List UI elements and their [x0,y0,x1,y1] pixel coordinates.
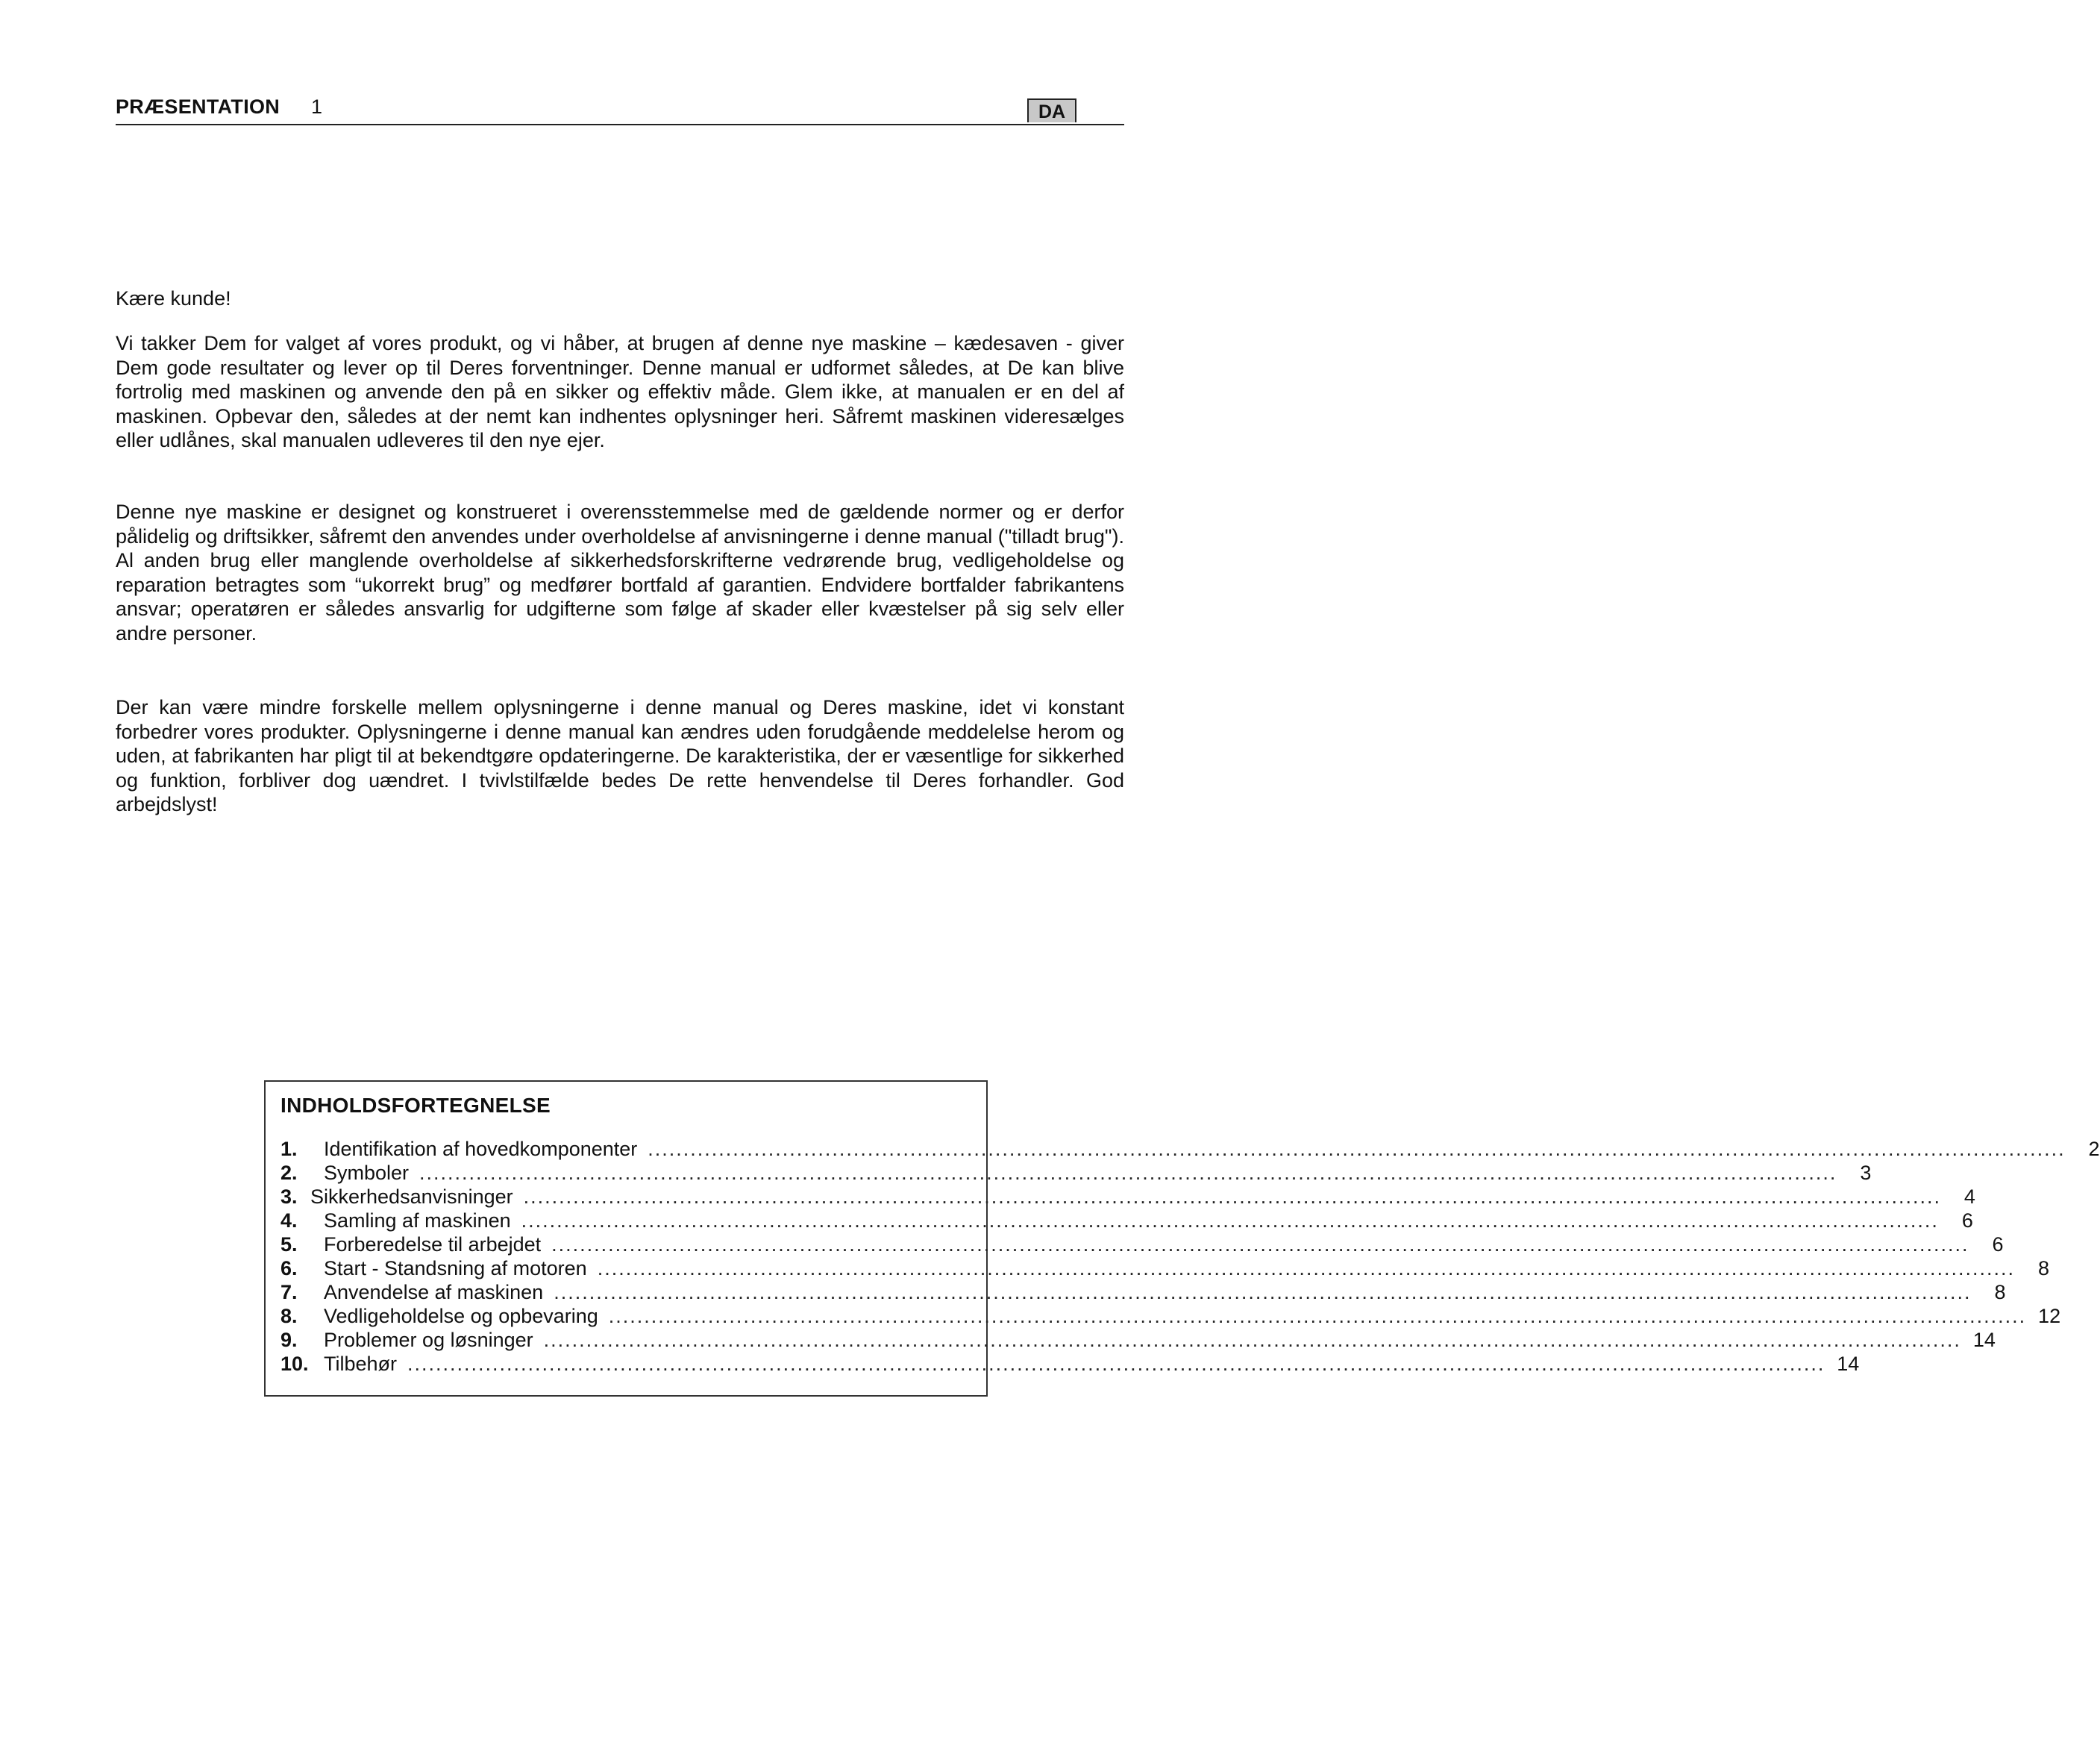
greeting: Kære kunde! [116,287,231,310]
toc-entry[interactable] [280,1185,1975,1209]
toc-entry-label: Sikkerhedsanvisninger [310,1185,513,1208]
toc-entry-label: Problemer og løsninger [324,1329,533,1351]
toc-entry[interactable] [280,1161,1872,1185]
toc-dot-leader: ........................................................................................................................................................................................................ [407,1353,1825,1375]
toc-entry[interactable] [280,1352,1860,1376]
toc-entry[interactable] [280,1209,1973,1232]
toc-entry-label: Forberedelse til arbejdet [324,1233,542,1256]
toc-entry-number: 9. [280,1329,298,1351]
toc-entry-page: 2 [2088,1138,2100,1160]
toc-dot-leader: ........................................................................................................................................................................................................ [608,1305,2027,1327]
toc-entry-number: 4. [280,1209,298,1232]
toc-entry-page: 4 [1963,1185,1975,1208]
toc-dot-leader: ........................................................................................................................................................................................................ [543,1329,1961,1351]
toc-entry[interactable] [280,1280,2006,1304]
toc-entry-label: Vedligeholdelse og opbevaring [324,1305,598,1327]
toc-entry-page: 12 [2038,1305,2061,1327]
table-of-contents [264,1080,2100,1397]
toc-entry[interactable] [280,1256,2049,1280]
toc-entry-label: Start - Standsning af motoren [324,1257,587,1279]
toc-entry-label: Symboler [324,1162,410,1184]
toc-entry-page: 6 [1961,1209,1973,1232]
toc-entry-number: 10. [280,1353,309,1375]
toc-entry-number: 1. [280,1138,298,1160]
toc-entry-number: 2. [280,1162,298,1184]
toc-title: INDHOLDSFORTEGNELSE [280,1094,551,1117]
toc-dot-leader: ........................................................................................................................................................................................................ [523,1185,1941,1208]
toc-entry[interactable] [280,1328,1996,1352]
toc-entry-page: 14 [1972,1329,1996,1351]
toc-dot-leader: ........................................................................................................................................................................................................ [419,1162,1837,1184]
toc-entry-page: 14 [1837,1353,1860,1375]
toc-dot-leader: ........................................................................................................................................................................................................ [597,1257,2015,1279]
toc-entry[interactable] [280,1137,2100,1161]
language-tab: DA [1027,98,1076,122]
toc-entry-page: 6 [1992,1233,2004,1256]
toc-entry[interactable] [280,1304,2061,1328]
toc-dot-leader: ........................................................................................................................................................................................................ [521,1209,1939,1232]
toc-entry-label: Tilbehør [324,1353,398,1375]
toc-entry-page: 8 [1994,1281,2006,1303]
toc-list [280,1137,2100,1376]
page-header [116,95,1124,125]
toc-entry-label: Samling af maskinen [324,1209,511,1232]
intro-paragraph-3: Der kan være mindre forskelle mellem oplysningerne i denne manual og Deres maskine, idet vi konstant forbedrer vores produkter. Oplysningerne i denne manual kan ændres uden forudgående meddelelse herom og uden, at fabrikanten har pligt til at bekendtgøre opdateringerne. De karakteristika, der er væsentlige for sikkerhed og funktion, forbliver dog uændret. I tvivlstilfælde bedes De rette henvendelse til Deres forhandler. God arbejdslyst! [116,696,1124,815]
toc-entry-number: 8. [280,1305,298,1327]
page-number: 1 [311,95,323,118]
toc-entry-label: Identifikation af hovedkomponenter [324,1138,638,1160]
toc-entry-number: 6. [280,1257,298,1279]
toc-entry-number: 5. [280,1233,298,1256]
toc-entry-number: 3. [280,1185,298,1208]
toc-dot-leader: ........................................................................................................................................................................................................ [551,1233,1969,1256]
toc-entry-page: 8 [2037,1257,2049,1279]
toc-entry-label: Anvendelse af maskinen [324,1281,544,1303]
intro-paragraph-1: Vi takker Dem for valget af vores produkt, og vi håber, at brugen af denne nye maskine – kædesaven - giver Dem gode resultater og lever op til Deres forventninger. Denne manual er udformet således, at De kan blive fortrolig med maskinen og anvende den på en sikker og effektiv måde. Glem ikke, at manualen er en del af maskinen. Opbevar den, således at der nemt kan indhentes oplysninger heri. Såfremt maskinen videresælges eller udlånes, skal manualen udleveres til den nye ejer. [116,332,1124,451]
toc-entry-page: 3 [1860,1162,1872,1184]
toc-dot-leader: ........................................................................................................................................................................................................ [648,1138,2066,1160]
toc-dot-leader: ........................................................................................................................................................................................................ [554,1281,1972,1303]
intro-paragraph-2: Denne nye maskine er designet og konstrueret i overensstemmelse med de gældende normer og er derfor pålidelig og driftsikker, såfremt den anvendes under overholdelse af anvisningerne i denne manual ("tilladt brug"). Al anden brug eller manglende overholdelse af sikkerhedsforskrifterne vedrørende brug, vedligeholdelse og reparation betragtes som “ukorrekt brug” og medfører bortfald af garantien. Endvidere bortfalder fabrikantens ansvar; operatøren er således ansvarlig for udgifterne som følge af skader eller kvæstelser på sig selv eller andre personer. [116,501,1124,645]
toc-entry-number: 7. [280,1281,298,1303]
section-title: PRÆSENTATION [116,95,280,118]
toc-entry[interactable] [280,1232,2004,1256]
